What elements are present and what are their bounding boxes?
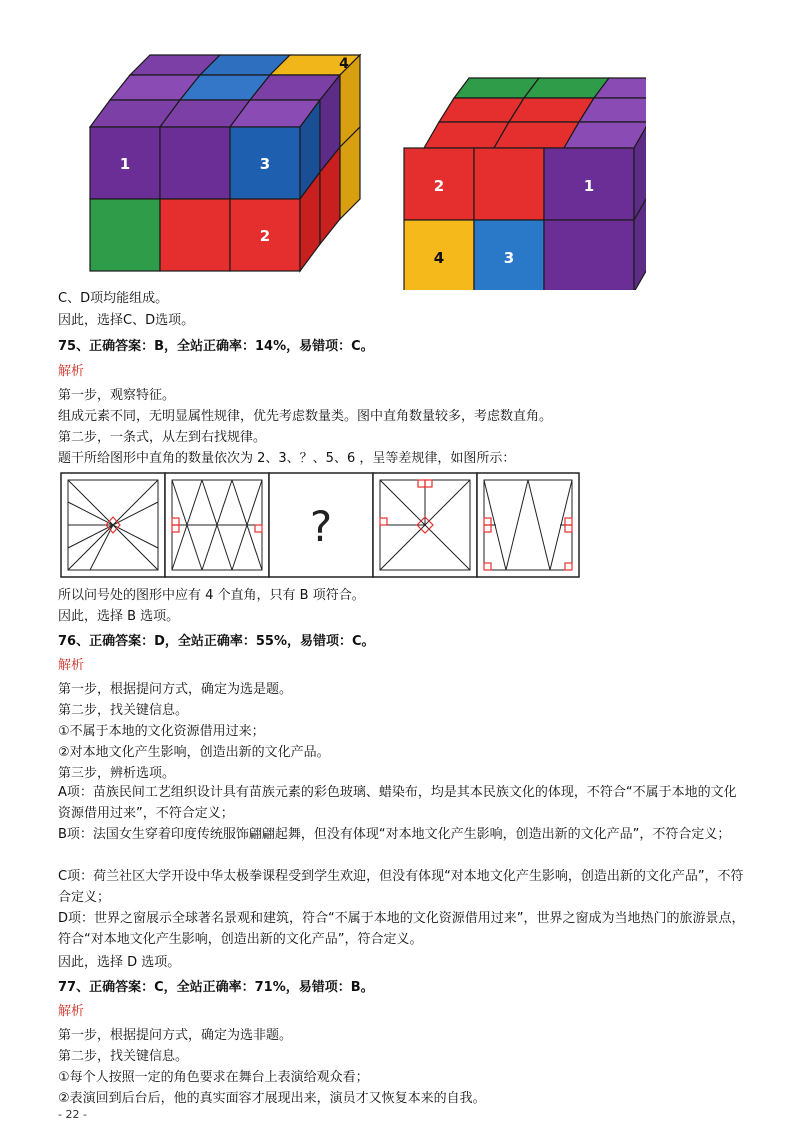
q77-line-4: ②表演回到后台后，他的真实面容才展现出来，演员才又恢复本来的自我。 — [58, 1091, 486, 1106]
sequence-box-5 — [477, 473, 579, 577]
q77-answer-line: 77、正确答案：C，全站正确率：71%，易错项：B。 — [58, 980, 374, 995]
q75-answer-line: 75、正确答案：B，全站正确率：14%，易错项：C。 — [58, 339, 374, 354]
angle-sequence-figure — [60, 472, 580, 582]
q76-option-c: C项：荷兰社区大学开设中华太极拳课程受到学生欢迎，但没有体现“对本地文化产生影响，创造出新的文化产品”，不符合定义； — [58, 869, 744, 905]
q76-answer-line: 76、正确答案：D，全站正确率：55%，易错项：C。 — [58, 634, 375, 649]
left-label-3: 3 — [259, 155, 271, 173]
q76-conclusion: 因此，选择 D 选项。 — [58, 955, 181, 970]
q77-line-3: ①每个人按照一定的角色要求在舞台上表演给观众看； — [58, 1070, 369, 1085]
q75-after-line-2: 因此，选择 B 选项。 — [58, 609, 180, 624]
cube-figure — [56, 40, 646, 290]
left-label-2: 2 — [259, 227, 271, 245]
sequence-box-1 — [61, 473, 165, 577]
q76-line-4: ②对本地文化产生影响，创造出新的文化产品。 — [58, 745, 330, 760]
left-label-1: 1 — [119, 155, 131, 173]
right-label-2: 2 — [433, 177, 445, 195]
q74-line-1: C、D项均能组成。 — [58, 291, 169, 306]
page-number: - 22 - — [58, 1108, 87, 1121]
q74-line-2: 因此，选择C、D选项。 — [58, 313, 195, 328]
right-label-3: 3 — [503, 249, 515, 267]
q76-line-2: 第二步，找关键信息。 — [58, 703, 189, 718]
q75-line-4: 题干所给图形中直角的数量依次为 2、3、？、5、6 ，呈等差规律，如图所示： — [58, 451, 516, 466]
q77-analysis-label: 解析 — [58, 1004, 85, 1019]
q75-analysis-label: 解析 — [58, 364, 85, 379]
right-label-1: 1 — [583, 177, 595, 195]
q76-option-b: B项：法国女生穿着印度传统服饰翩翩起舞，但没有体现“对本地文化产生影响，创造出新的文化产品”，不符合定义； — [58, 827, 731, 842]
left-label-4: 4 — [339, 56, 349, 72]
q76-analysis-label: 解析 — [58, 658, 85, 673]
sequence-box-2 — [165, 473, 269, 577]
q77-line-2: 第二步，找关键信息。 — [58, 1049, 189, 1064]
q75-line-2: 组成元素不同，无明显属性规律，优先考虑数量类。图中直角数量较多，考虑数直角。 — [58, 409, 553, 424]
q76-line-1: 第一步，根据提问方式，确定为选是题。 — [58, 682, 293, 697]
q76-option-d: D项：世界之窗展示全球著名景观和建筑，符合“不属于本地的文化资源借用过来”，世界之窗成为当地热门的旅游景点，符合“对本地文化产生影响，创造出新的文化产品”，符合定义。 — [58, 911, 745, 947]
sequence-box-3 — [269, 473, 373, 577]
left-cube-assembly — [90, 55, 360, 271]
q75-line-3: 第二步，一条式，从左到右找规律。 — [58, 430, 267, 445]
q76-line-5: 第三步，辨析选项。 — [58, 766, 176, 781]
sequence-box-4 — [373, 473, 477, 577]
q76-option-a: A项：苗族民间工艺组织设计具有苗族元素的彩色玻璃、蜡染布，均是其本民族文化的体现，不符合“不属于本地的文化资源借用过来”，不符合定义； — [58, 785, 737, 821]
q75-line-1: 第一步，观察特征。 — [58, 388, 176, 403]
question-mark: ? — [309, 502, 333, 551]
q76-line-3: ①不属于本地的文化资源借用过来； — [58, 724, 265, 739]
q75-after-line-1: 所以问号处的图形中应有 4 个直角，只有 B 项符合。 — [58, 588, 365, 603]
q77-line-1: 第一步，根据提问方式，确定为选非题。 — [58, 1028, 293, 1043]
right-label-4: 4 — [433, 249, 445, 267]
